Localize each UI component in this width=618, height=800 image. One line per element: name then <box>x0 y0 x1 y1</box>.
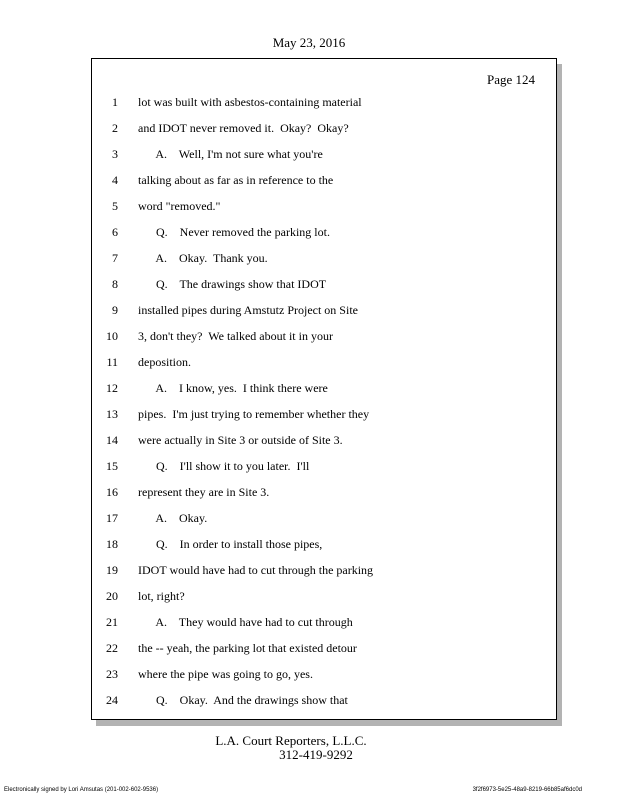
line-number: 17 <box>106 511 118 525</box>
line-number: 12 <box>106 381 118 395</box>
transcript-line <box>0 245 618 271</box>
transcript-line <box>0 219 618 245</box>
line-number: 5 <box>112 199 118 213</box>
transcript-line <box>0 349 618 375</box>
line-number: 8 <box>112 277 118 291</box>
transcript-line <box>0 323 618 349</box>
line-number: 9 <box>112 303 118 317</box>
line-text: IDOT would have had to cut through the parking <box>138 563 374 577</box>
transcript-line <box>0 687 618 713</box>
electronic-signature-note: Electronically signed by Lori Amsutas (201-002-602-9536) <box>4 787 159 793</box>
line-text: A. I know, yes. I think there were <box>138 381 328 395</box>
line-number: 16 <box>106 485 118 499</box>
line-number: 18 <box>106 537 118 551</box>
transcript-line <box>0 401 618 427</box>
line-text: lot was built with asbestos-containing material <box>138 95 362 109</box>
transcript-line <box>0 557 618 583</box>
transcript-line <box>0 479 618 505</box>
line-number: 2 <box>112 121 118 135</box>
line-text: Q. In order to install those pipes, <box>138 537 323 551</box>
line-number: 6 <box>112 225 118 239</box>
transcript-line <box>0 115 618 141</box>
line-text: the -- yeah, the parking lot that existed detour <box>138 641 357 655</box>
transcript-line <box>0 635 618 661</box>
line-text: 3, don't they? We talked about it in your <box>138 329 333 343</box>
transcript-date: May 23, 2016 <box>272 35 346 50</box>
line-text: Q. The drawings show that IDOT <box>138 277 327 291</box>
transcript-line <box>0 453 618 479</box>
transcript-line <box>0 297 618 323</box>
transcript-line <box>0 193 618 219</box>
transcript-line <box>0 141 618 167</box>
transcript-line <box>0 167 618 193</box>
line-text: word "removed." <box>138 199 221 213</box>
line-number: 14 <box>106 433 118 447</box>
line-number: 21 <box>106 615 118 629</box>
transcript-line <box>0 609 618 635</box>
line-text: deposition. <box>138 355 191 369</box>
line-text: A. They would have had to cut through <box>138 615 353 629</box>
line-text: were actually in Site 3 or outside of Site 3. <box>138 433 343 447</box>
line-text: and IDOT never removed it. Okay? Okay? <box>138 121 349 135</box>
transcript-line <box>0 427 618 453</box>
line-text: Q. Okay. And the drawings show that <box>138 693 348 707</box>
line-number: 13 <box>106 407 118 421</box>
line-number: 1 <box>112 95 118 109</box>
transcript-line <box>0 375 618 401</box>
line-number: 7 <box>112 251 118 265</box>
transcript-line <box>0 271 618 297</box>
transcript-line <box>0 89 618 115</box>
line-text: pipes. I'm just trying to remember whether they <box>138 407 370 421</box>
transcript-line <box>0 583 618 609</box>
transcript-line <box>0 531 618 557</box>
line-text: Q. I'll show it to you later. I'll <box>138 459 310 473</box>
line-text: installed pipes during Amstutz Project on Site <box>138 303 358 317</box>
line-text: Q. Never removed the parking lot. <box>138 225 330 239</box>
footer-company: L.A. Court Reporters, L.L.C. <box>215 733 367 748</box>
line-number: 3 <box>112 147 118 161</box>
line-text: talking about as far as in reference to the <box>138 173 334 187</box>
footer-phone: 312-419-9292 <box>279 747 353 762</box>
line-number: 24 <box>106 693 118 707</box>
line-number: 22 <box>106 641 118 655</box>
line-text: where the pipe was going to go, yes. <box>138 667 313 681</box>
line-number: 10 <box>106 329 118 343</box>
line-text: represent they are in Site 3. <box>138 485 270 499</box>
line-number: 15 <box>106 459 118 473</box>
page-number: Page 124 <box>486 72 535 87</box>
line-number: 19 <box>106 563 118 577</box>
line-text: A. Well, I'm not sure what you're <box>138 147 323 161</box>
transcript-line <box>0 661 618 687</box>
line-number: 4 <box>112 173 118 187</box>
line-number: 20 <box>106 589 118 603</box>
line-number: 23 <box>106 667 118 681</box>
line-text: lot, right? <box>138 589 185 603</box>
document-id: 3f2f6973-5e25-48a9-8219-66b85af6dc0d <box>472 787 582 793</box>
line-number: 11 <box>106 355 118 369</box>
line-text: A. Okay. <box>138 511 208 525</box>
line-text: A. Okay. Thank you. <box>138 251 268 265</box>
transcript-line <box>0 505 618 531</box>
